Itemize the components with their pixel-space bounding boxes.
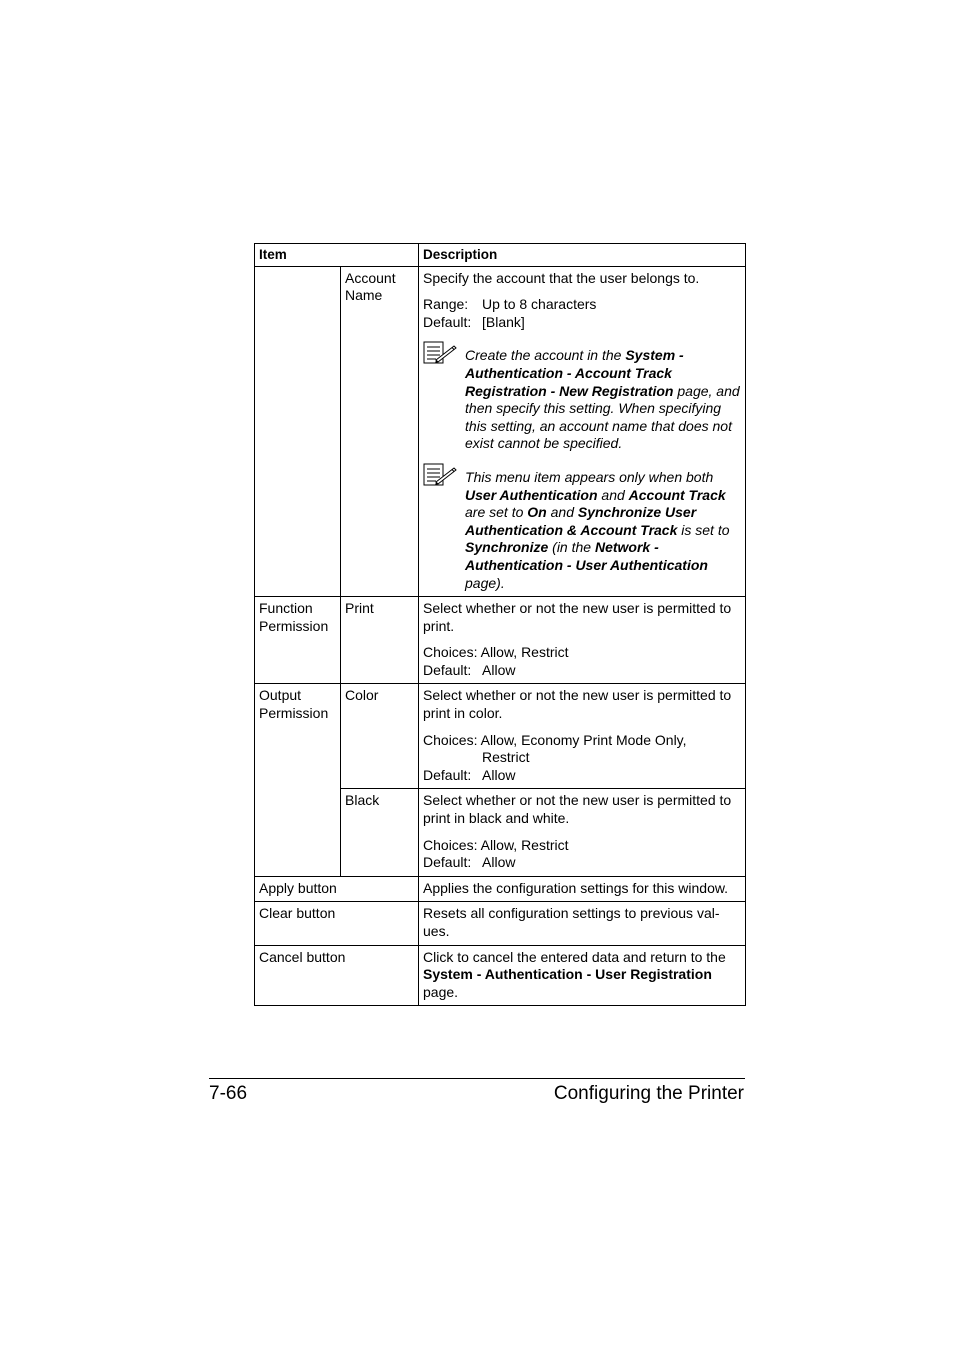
subitem-cell: Print — [341, 597, 419, 684]
item-cell: Clear button — [255, 902, 419, 945]
footer-rule — [209, 1078, 745, 1079]
subitem-cell: Color — [341, 684, 419, 789]
note — [423, 341, 742, 453]
choices-line: Choices: Allow, Restrict — [423, 836, 569, 853]
description-cell — [419, 266, 746, 597]
note-pencil-icon — [423, 463, 465, 592]
table-row — [255, 684, 746, 789]
choices-line: Choices: Allow, Restrict — [423, 644, 569, 661]
choices-line: Choices: Allow, Economy Print Mode Only, — [423, 731, 687, 748]
description-cell: Resets all configuration settings to previous val-ues. — [419, 902, 746, 945]
note — [423, 463, 742, 592]
range-line: Range: Up to 8 characters — [423, 296, 597, 313]
page-number: 7-66 — [209, 1083, 248, 1104]
item-cell: Cancel button — [255, 945, 419, 1006]
settings-table — [254, 243, 746, 1006]
note-pencil-icon — [423, 341, 465, 453]
default-line: Default: Allow — [423, 854, 516, 871]
subitem-cell: Account Name — [341, 266, 419, 597]
item-cell: Apply button — [255, 876, 419, 902]
description-cell: Click to cancel the entered data and return to the System - Authentication - User Registration page. — [419, 945, 746, 1006]
item-cell: Function Permission — [255, 597, 341, 684]
table-header-row — [255, 244, 746, 267]
table-row — [255, 876, 746, 902]
item-cell: Output Permission — [255, 684, 341, 876]
description-cell — [419, 789, 746, 876]
table-row — [255, 902, 746, 945]
description-text: Select whether or not the new user is permitted to print in color. — [423, 687, 732, 722]
default-line: Default: [Blank] — [423, 313, 525, 330]
default-line: Default: Allow — [423, 766, 516, 783]
description-cell — [419, 597, 746, 684]
note-text: This menu item appears only when both User Authentication and Account Track are set to On and Synchronize User Authentication & Account Track is set to Synchronize (in the Network - Authentication - User Authentication page). — [465, 468, 730, 591]
subitem-cell: Black — [341, 789, 419, 876]
note-text: Create the account in the System - Authentication - Account Track Registration - New Registration page, and then specify this setting. When specifying this setting, an account name that does not exist cannot be specified. — [465, 347, 740, 452]
item-cell — [255, 266, 341, 597]
description-cell — [419, 684, 746, 789]
table-row — [255, 945, 746, 1006]
choices-continued: Restrict — [482, 749, 530, 766]
header-item: Item — [255, 244, 419, 267]
table-row — [255, 266, 746, 597]
description-text: Select whether or not the new user is permitted to print. — [423, 600, 732, 634]
chapter-title: Configuring the Printer — [553, 1083, 744, 1104]
table-row — [255, 597, 746, 684]
description-text: Specify the account that the user belongs to. — [423, 269, 700, 286]
default-line: Default: Allow — [423, 661, 516, 678]
description-text: Select whether or not the new user is permitted to print in black and white. — [423, 792, 732, 827]
header-description: Description — [419, 244, 746, 267]
description-cell: Applies the configuration settings for this window. — [419, 876, 746, 902]
